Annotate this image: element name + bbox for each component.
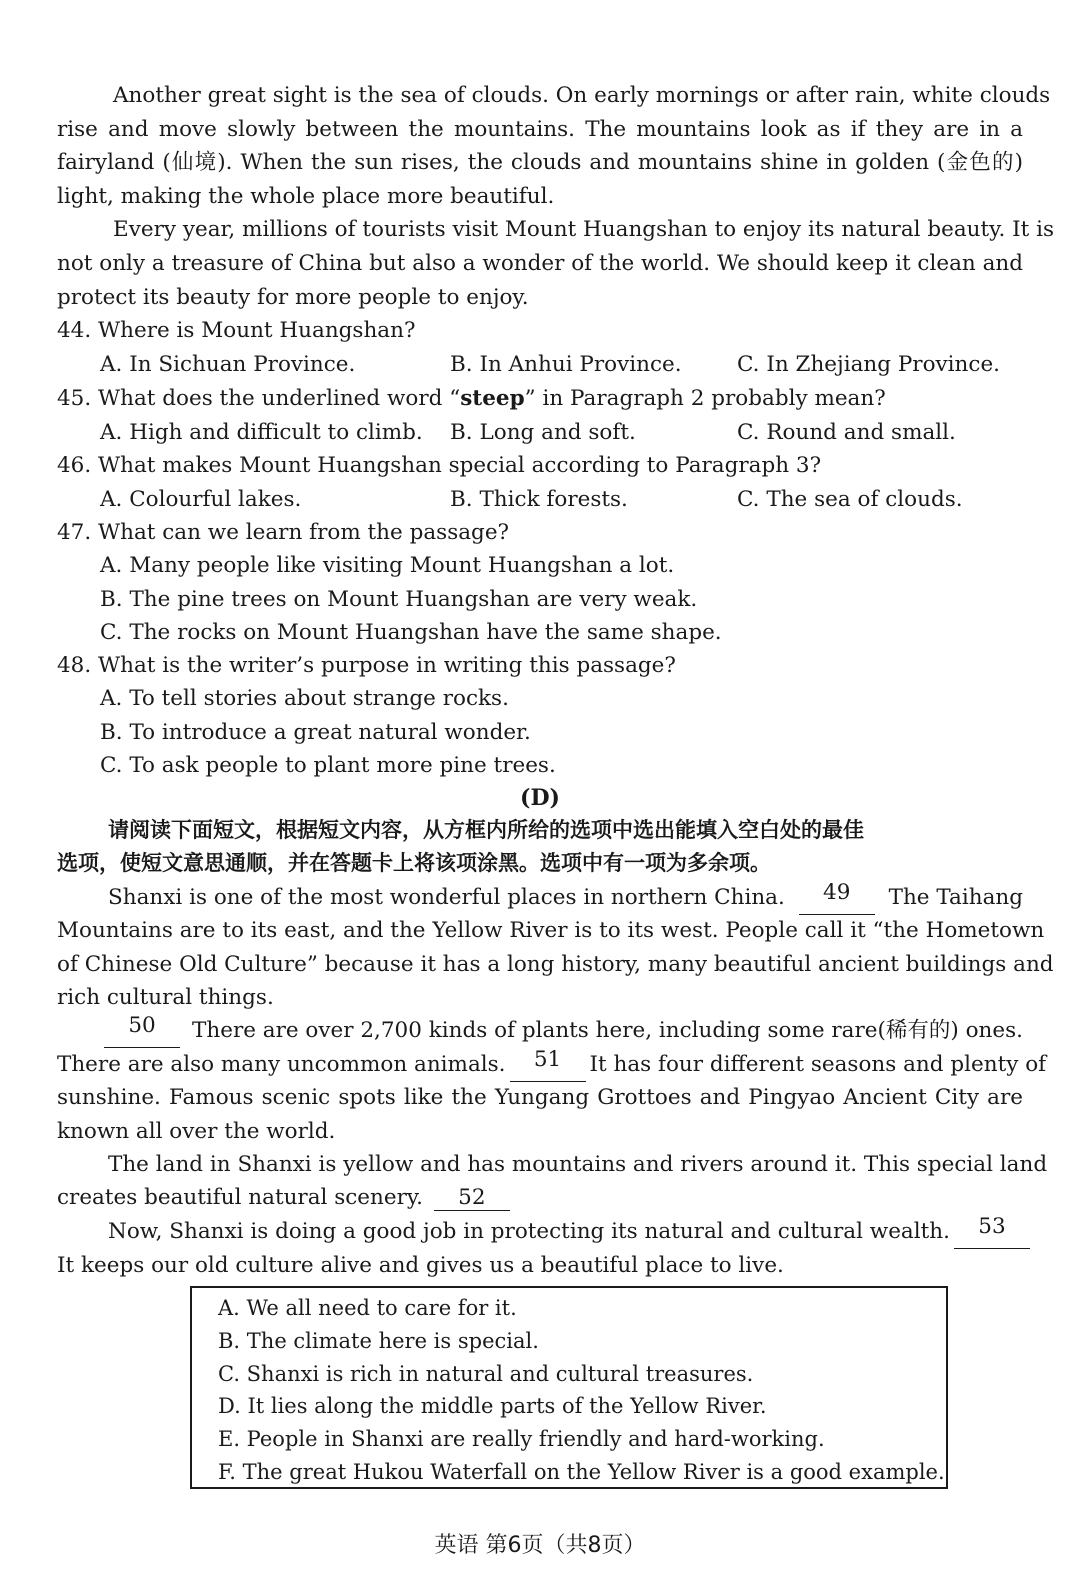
passage-d-text: creates beautiful natural scenery. <box>57 1185 424 1210</box>
question-45-stem-post: ” in Paragraph 2 probably mean? <box>524 386 886 411</box>
blank-51[interactable]: 51 <box>510 1048 586 1082</box>
question-45-option-b: B. Long and soft. <box>450 420 636 445</box>
question-46-stem: 46. What makes Mount Huangshan special according to Paragraph 3? <box>57 453 822 478</box>
passage-d-text: The Taihang <box>888 885 1023 910</box>
passage-line: not only a treasure of China but also a wonder of the world. We should keep it clean and <box>57 251 1023 276</box>
choice-c[interactable]: C. Shanxi is rich in natural and cultural treasures. <box>218 1362 754 1386</box>
question-46-option-a: A. Colourful lakes. <box>100 487 302 512</box>
blank-50[interactable]: 50 <box>104 1014 180 1048</box>
blank-49[interactable]: 49 <box>799 881 875 915</box>
question-44-option-b: B. In Anhui Province. <box>450 352 682 377</box>
passage-d-text: It has four different seasons and plenty of <box>589 1052 1047 1077</box>
question-48-option-c: C. To ask people to plant more pine trees. <box>100 753 556 778</box>
question-48-option-b: B. To introduce a great natural wonder. <box>100 720 531 745</box>
passage-d-line: It keeps our old culture alive and gives us a beautiful place to live. <box>57 1253 784 1278</box>
passage-line: Another great sight is the sea of clouds. On early mornings or after rain, white clouds <box>113 83 1051 108</box>
passage-d-line <box>57 1181 1023 1215</box>
passage-d-text: Shanxi is one of the most wonderful places in northern China. <box>108 885 785 910</box>
underlined-word: steep <box>460 386 525 411</box>
passage-line: protect its beauty for more people to enjoy. <box>57 285 529 310</box>
passage-line: light, making the whole place more beautiful. <box>57 184 555 209</box>
section-d-instructions: 请阅读下面短文，根据短文内容，从方框内所给的选项中选出能填入空白处的最佳 <box>108 818 864 842</box>
passage-d-line: rich cultural things. <box>57 985 274 1010</box>
question-45-option-a: A. High and difficult to climb. <box>100 420 423 445</box>
choice-d[interactable]: D. It lies along the middle parts of the Yellow River. <box>218 1394 767 1418</box>
passage-line: Every year, millions of tourists visit Mount Huangshan to enjoy its natural beauty. It is <box>113 217 1054 242</box>
question-48-stem: 48. What is the writer’s purpose in writing this passage? <box>57 653 676 678</box>
passage-d-line <box>57 1047 1047 1082</box>
section-d-instructions: 选项，使短文意思通顺，并在答题卡上将该项涂黑。选项中有一项为多余项。 <box>57 851 771 875</box>
passage-d-line: Mountains are to its east, and the Yellow River is to its west. People call it “the Hometown <box>57 918 1045 943</box>
question-47-stem: 47. What can we learn from the passage? <box>57 520 510 545</box>
passage-d-line: sunshine. Famous scenic spots like the Yungang Grottoes and Pingyao Ancient City are <box>57 1085 1023 1110</box>
question-45-option-c: C. Round and small. <box>737 420 956 445</box>
question-47-option-a: A. Many people like visiting Mount Huangshan a lot. <box>100 553 675 578</box>
passage-line: fairyland (仙境). When the sun rises, the clouds and mountains shine in golden (金色的) <box>57 150 1023 175</box>
question-46-option-c: C. The sea of clouds. <box>737 487 963 512</box>
blank-52[interactable]: 52 <box>434 1186 510 1211</box>
passage-d-line: known all over the world. <box>57 1119 336 1144</box>
passage-d-line: of Chinese Old Culture” because it has a long history, many beautiful ancient buildings and <box>57 952 1054 977</box>
question-46-option-b: B. Thick forests. <box>450 487 628 512</box>
blank-53[interactable]: 53 <box>954 1215 1030 1249</box>
question-44-option-a: A. In Sichuan Province. <box>100 352 356 377</box>
passage-line: rise and move slowly between the mountains. The mountains look as if they are in a <box>57 117 1023 142</box>
question-44-option-c: C. In Zhejiang Province. <box>737 352 1000 377</box>
choices-box <box>190 1286 948 1489</box>
question-47-option-c: C. The rocks on Mount Huangshan have the same shape. <box>100 620 722 645</box>
question-47-option-b: B. The pine trees on Mount Huangshan are very weak. <box>100 587 698 612</box>
passage-d-text: There are over 2,700 kinds of plants here, including some rare(稀有的) ones. <box>192 1018 1023 1043</box>
passage-d-text: There are also many uncommon animals. <box>57 1052 506 1077</box>
choice-e[interactable]: E. People in Shanxi are really friendly and hard-working. <box>218 1427 825 1451</box>
section-d-title: (D) <box>520 785 560 811</box>
passage-d-line <box>104 1014 1023 1048</box>
choice-b[interactable]: B. The climate here is special. <box>218 1329 539 1353</box>
passage-d-line <box>108 1215 1023 1249</box>
passage-d-line <box>108 881 1023 915</box>
question-45-stem-pre: 45. What does the underlined word “ <box>57 386 461 411</box>
passage-d-line: The land in Shanxi is yellow and has mountains and rivers around it. This special land <box>108 1152 1048 1177</box>
question-48-option-a: A. To tell stories about strange rocks. <box>100 686 509 711</box>
passage-d-text: Now, Shanxi is doing a good job in protecting its natural and cultural wealth. <box>108 1219 950 1244</box>
page-footer: 英语 第6页（共8页） <box>434 1533 646 1558</box>
question-45-stem <box>57 382 1023 416</box>
choice-a[interactable]: A. We all need to care for it. <box>218 1296 517 1320</box>
question-44-stem: 44. Where is Mount Huangshan? <box>57 318 416 343</box>
choice-f[interactable]: F. The great Hukou Waterfall on the Yellow River is a good example. <box>218 1460 945 1484</box>
